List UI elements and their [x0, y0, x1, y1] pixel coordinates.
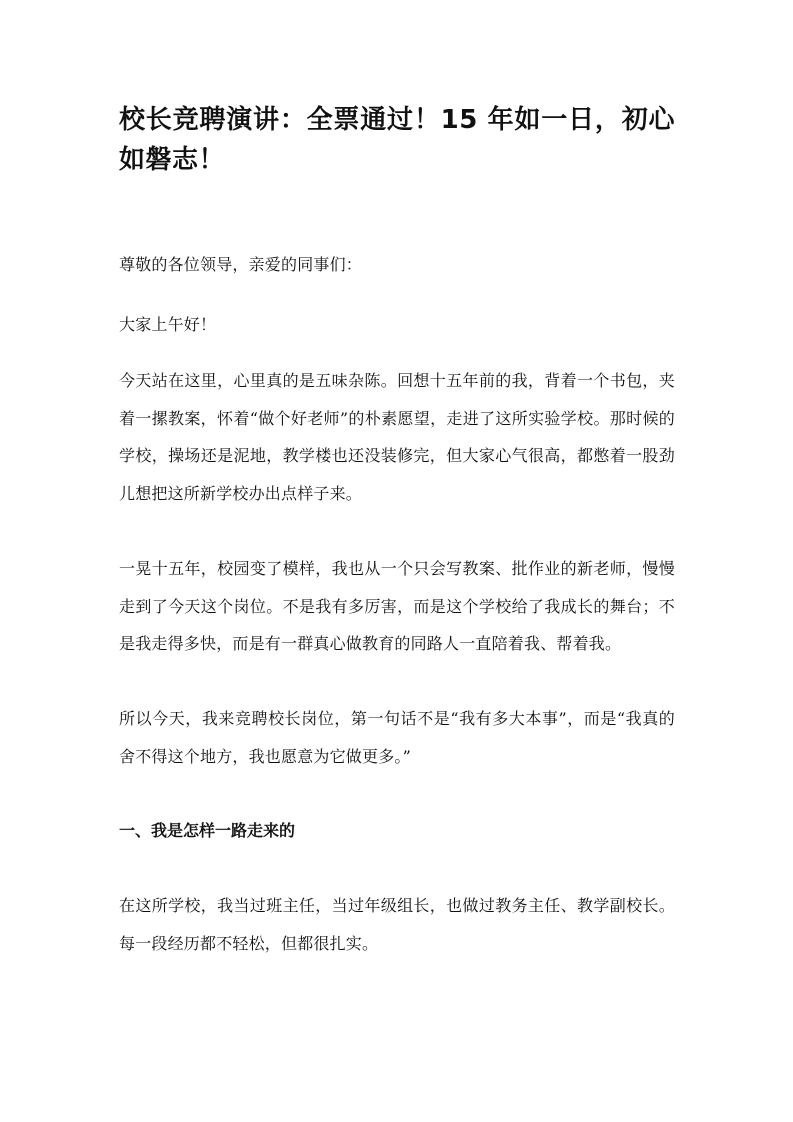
document-title: 校长竞聘演讲：全票通过！15 年如一日，初心如磐志！ [119, 105, 675, 175]
greeting: 大家上午好！ [119, 315, 217, 334]
paragraph-intro: 今天站在这里，心里真的是五味杂陈。回想十五年前的我，背着一个书包，夹着一摞教案，怀着“做个好老师”的朴素愿望，走进了这所实验学校。那时候的学校，操场还是泥地，教学楼也还没装修完，但大家心气很高，都憋着一股劲儿想把这所新学校办出点样子来。 [119, 371, 675, 503]
paragraph-why-compete: 所以今天，我来竞聘校长岗位，第一句话不是“我有多大本事”，而是“我真的舍不得这个地方，我也愿意为它做更多。” [119, 709, 675, 766]
paragraph-fifteen-years: 一晃十五年，校园变了模样，我也从一个只会写教案、批作业的新老师，慢慢走到了今天这个岗位。不是我有多厉害，而是这个学校给了我成长的舞台；不是我走得多快，而是有一群真心做教育的同路人一直陪着我、帮着我。 [119, 559, 675, 653]
document-page [119, 100, 675, 953]
salutation: 尊敬的各位领导，亲爱的同事们： [119, 255, 363, 274]
paragraph-experience: 在这所学校，我当过班主任，当过年级组长，也做过教务主任、教学副校长。每一段经历都不轻松，但都很扎实。 [119, 896, 675, 953]
section-heading-1: 一、我是怎样一路走来的 [119, 821, 296, 840]
